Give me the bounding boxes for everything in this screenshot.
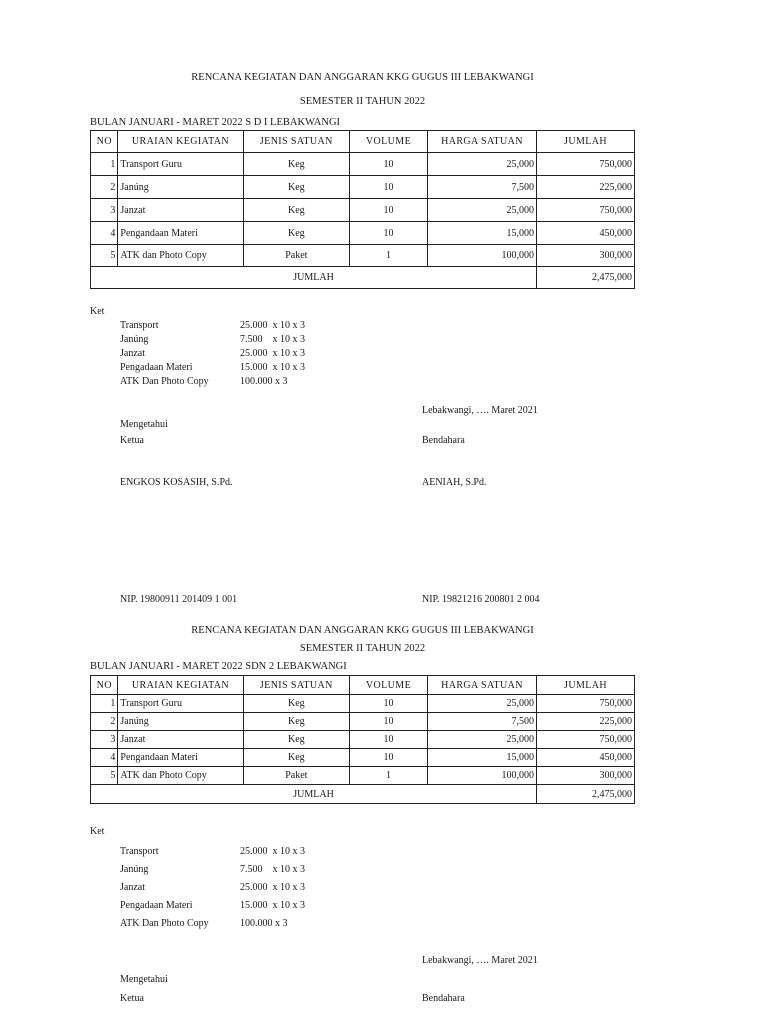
ket-item-formula: 25.000 x 10 x 3 [240, 320, 305, 331]
row-jenis: Keg [243, 713, 350, 731]
row-jenis: Keg [243, 199, 350, 222]
mengetahui-label: Mengetahui [120, 974, 168, 985]
header-jumlah: JUMLAH [537, 676, 635, 695]
ket-item-name: Pengadaan Materi [120, 900, 193, 911]
ket-item-name: ATK Dan Photo Copy [120, 918, 209, 929]
row-jumlah: 300,000 [537, 767, 635, 785]
ket-item [120, 320, 305, 331]
bendahara-nip: NIP. 19821216 200801 2 004 [422, 594, 540, 605]
row-uraian: Janzat [118, 731, 243, 749]
row-jenis: Keg [243, 222, 350, 245]
ket-item-formula: 25.000 x 10 x 3 [240, 882, 305, 893]
ket-label: Ket [90, 826, 105, 837]
ket-item [120, 362, 305, 373]
row-jumlah: 750,000 [537, 731, 635, 749]
table-row [91, 767, 635, 785]
row-no: 4 [91, 749, 118, 767]
row-uraian: Pengandaan Materi [118, 749, 243, 767]
row-volume: 10 [350, 199, 428, 222]
row-jenis: Keg [243, 153, 350, 176]
row-volume: 10 [350, 222, 428, 245]
doc-period: BULAN JANUARI - MARET 2022 SDN 2 LEBAKWANGI [90, 661, 347, 672]
ketua-name: ENGKOS KOSASIH, S.Pd. [120, 477, 233, 488]
ket-item-formula: 15.000 x 10 x 3 [240, 362, 305, 373]
row-uraian: Pengandaan Materi [118, 222, 243, 245]
table-row [91, 245, 635, 267]
table-row [91, 713, 635, 731]
table-row [91, 199, 635, 222]
header-uraian: URAIAN KEGIATAN [118, 131, 243, 153]
row-volume: 10 [350, 713, 428, 731]
row-uraian: ATK dan Photo Copy [118, 245, 243, 267]
total-label: JUMLAH [91, 267, 537, 289]
row-jumlah: 450,000 [537, 749, 635, 767]
table-row [91, 176, 635, 199]
ket-item-name: Janúng [120, 334, 149, 345]
row-volume: 1 [350, 767, 428, 785]
ket-item-formula: 7.500 x 10 x 3 [240, 334, 305, 345]
table-row [91, 749, 635, 767]
ket-label: Ket [90, 306, 105, 317]
row-jenis: Keg [243, 695, 350, 713]
row-no: 3 [91, 199, 118, 222]
row-jenis: Paket [243, 245, 350, 267]
row-no: 3 [91, 731, 118, 749]
row-uraian: ATK dan Photo Copy [118, 767, 243, 785]
row-uraian: Transport Guru [118, 695, 243, 713]
doc-semester: SEMESTER II TAHUN 2022 [299, 643, 426, 654]
header-uraian: URAIAN KEGIATAN [118, 676, 243, 695]
header-jumlah: JUMLAH [537, 131, 635, 153]
row-jenis: Keg [243, 749, 350, 767]
ket-item-formula: 100.000 x 3 [240, 918, 288, 929]
row-uraian: Janúng [118, 713, 243, 731]
ket-item [120, 900, 305, 911]
table-total-row [91, 267, 635, 289]
row-volume: 10 [350, 695, 428, 713]
table-header-row [91, 131, 635, 153]
header-harga: HARGA SATUAN [427, 676, 536, 695]
ketua-label: Ketua [120, 993, 144, 1004]
row-volume: 10 [350, 153, 428, 176]
row-harga: 25,000 [427, 153, 536, 176]
table-row [91, 695, 635, 713]
row-jumlah: 225,000 [537, 176, 635, 199]
row-volume: 10 [350, 749, 428, 767]
bendahara-name: AENIAH, S.Pd. [422, 477, 487, 488]
header-jenis: JENIS SATUAN [243, 131, 350, 153]
row-no: 1 [91, 153, 118, 176]
ket-item-name: Pengadaan Materi [120, 362, 193, 373]
row-uraian: Transport Guru [118, 153, 243, 176]
row-volume: 10 [350, 731, 428, 749]
ketua-nip: NIP. 19800911 201409 1 001 [120, 594, 238, 605]
total-value: 2,475,000 [537, 785, 635, 804]
ket-item [120, 348, 305, 359]
mengetahui-label: Mengetahui [120, 419, 168, 430]
row-no: 4 [91, 222, 118, 245]
row-no: 2 [91, 176, 118, 199]
bendahara-label: Bendahara [422, 435, 465, 446]
row-jumlah: 750,000 [537, 695, 635, 713]
ketua-label: Ketua [120, 435, 144, 446]
header-volume: VOLUME [350, 131, 428, 153]
row-harga: 15,000 [427, 222, 536, 245]
table-row [91, 222, 635, 245]
row-harga: 7,500 [427, 176, 536, 199]
place-date: Lebakwangi, …. Maret 2021 [422, 955, 538, 966]
row-jenis: Keg [243, 176, 350, 199]
row-jumlah: 750,000 [537, 153, 635, 176]
ket-item-formula: 25.000 x 10 x 3 [240, 348, 305, 359]
place-date: Lebakwangi, …. Maret 2021 [422, 405, 538, 416]
doc-title: RENCANA KEGIATAN DAN ANGGARAN KKG GUGUS III LEBAKWANGI [191, 625, 534, 636]
doc-period: BULAN JANUARI - MARET 2022 S D I LEBAKWANGI [90, 117, 341, 128]
ket-item-name: Transport [120, 846, 159, 857]
header-no: NO [91, 131, 118, 153]
ket-item-name: Janúng [120, 864, 149, 875]
table-total-row [91, 785, 635, 804]
table-header-row [91, 676, 635, 695]
total-value: 2,475,000 [537, 267, 635, 289]
header-volume: VOLUME [350, 676, 428, 695]
row-harga: 100,000 [427, 245, 536, 267]
ket-item [120, 846, 305, 857]
row-harga: 7,500 [427, 713, 536, 731]
row-jenis: Paket [243, 767, 350, 785]
header-harga: HARGA SATUAN [427, 131, 536, 153]
row-jumlah: 225,000 [537, 713, 635, 731]
row-no: 1 [91, 695, 118, 713]
budget-table [90, 130, 635, 289]
table-row [91, 153, 635, 176]
row-jenis: Keg [243, 731, 350, 749]
row-uraian: Janúng [118, 176, 243, 199]
row-no: 5 [91, 767, 118, 785]
ket-item-name: ATK Dan Photo Copy [120, 376, 209, 387]
row-harga: 100,000 [427, 767, 536, 785]
ket-item [120, 918, 288, 929]
ket-item-name: Janzat [120, 882, 145, 893]
row-harga: 25,000 [427, 695, 536, 713]
table-row [91, 731, 635, 749]
row-harga: 25,000 [427, 731, 536, 749]
total-label: JUMLAH [91, 785, 537, 804]
doc-title: RENCANA KEGIATAN DAN ANGGARAN KKG GUGUS III LEBAKWANGI [191, 72, 534, 83]
ket-item-formula: 100.000 x 3 [240, 376, 288, 387]
row-no: 5 [91, 245, 118, 267]
row-volume: 1 [350, 245, 428, 267]
row-uraian: Janzat [118, 199, 243, 222]
row-harga: 25,000 [427, 199, 536, 222]
row-jumlah: 750,000 [537, 199, 635, 222]
row-harga: 15,000 [427, 749, 536, 767]
row-no: 2 [91, 713, 118, 731]
row-volume: 10 [350, 176, 428, 199]
row-jumlah: 450,000 [537, 222, 635, 245]
ket-item [120, 334, 305, 345]
ket-item-formula: 25.000 x 10 x 3 [240, 846, 305, 857]
ket-item-name: Transport [120, 320, 159, 331]
ket-item [120, 376, 288, 387]
row-jumlah: 300,000 [537, 245, 635, 267]
header-no: NO [91, 676, 118, 695]
ket-item-name: Janzat [120, 348, 145, 359]
ket-item-formula: 15.000 x 10 x 3 [240, 900, 305, 911]
ket-item [120, 882, 305, 893]
budget-table [90, 675, 635, 804]
doc-semester: SEMESTER II TAHUN 2022 [299, 96, 426, 107]
header-jenis: JENIS SATUAN [243, 676, 350, 695]
ket-item [120, 864, 305, 875]
bendahara-label: Bendahara [422, 993, 465, 1004]
ket-item-formula: 7.500 x 10 x 3 [240, 864, 305, 875]
